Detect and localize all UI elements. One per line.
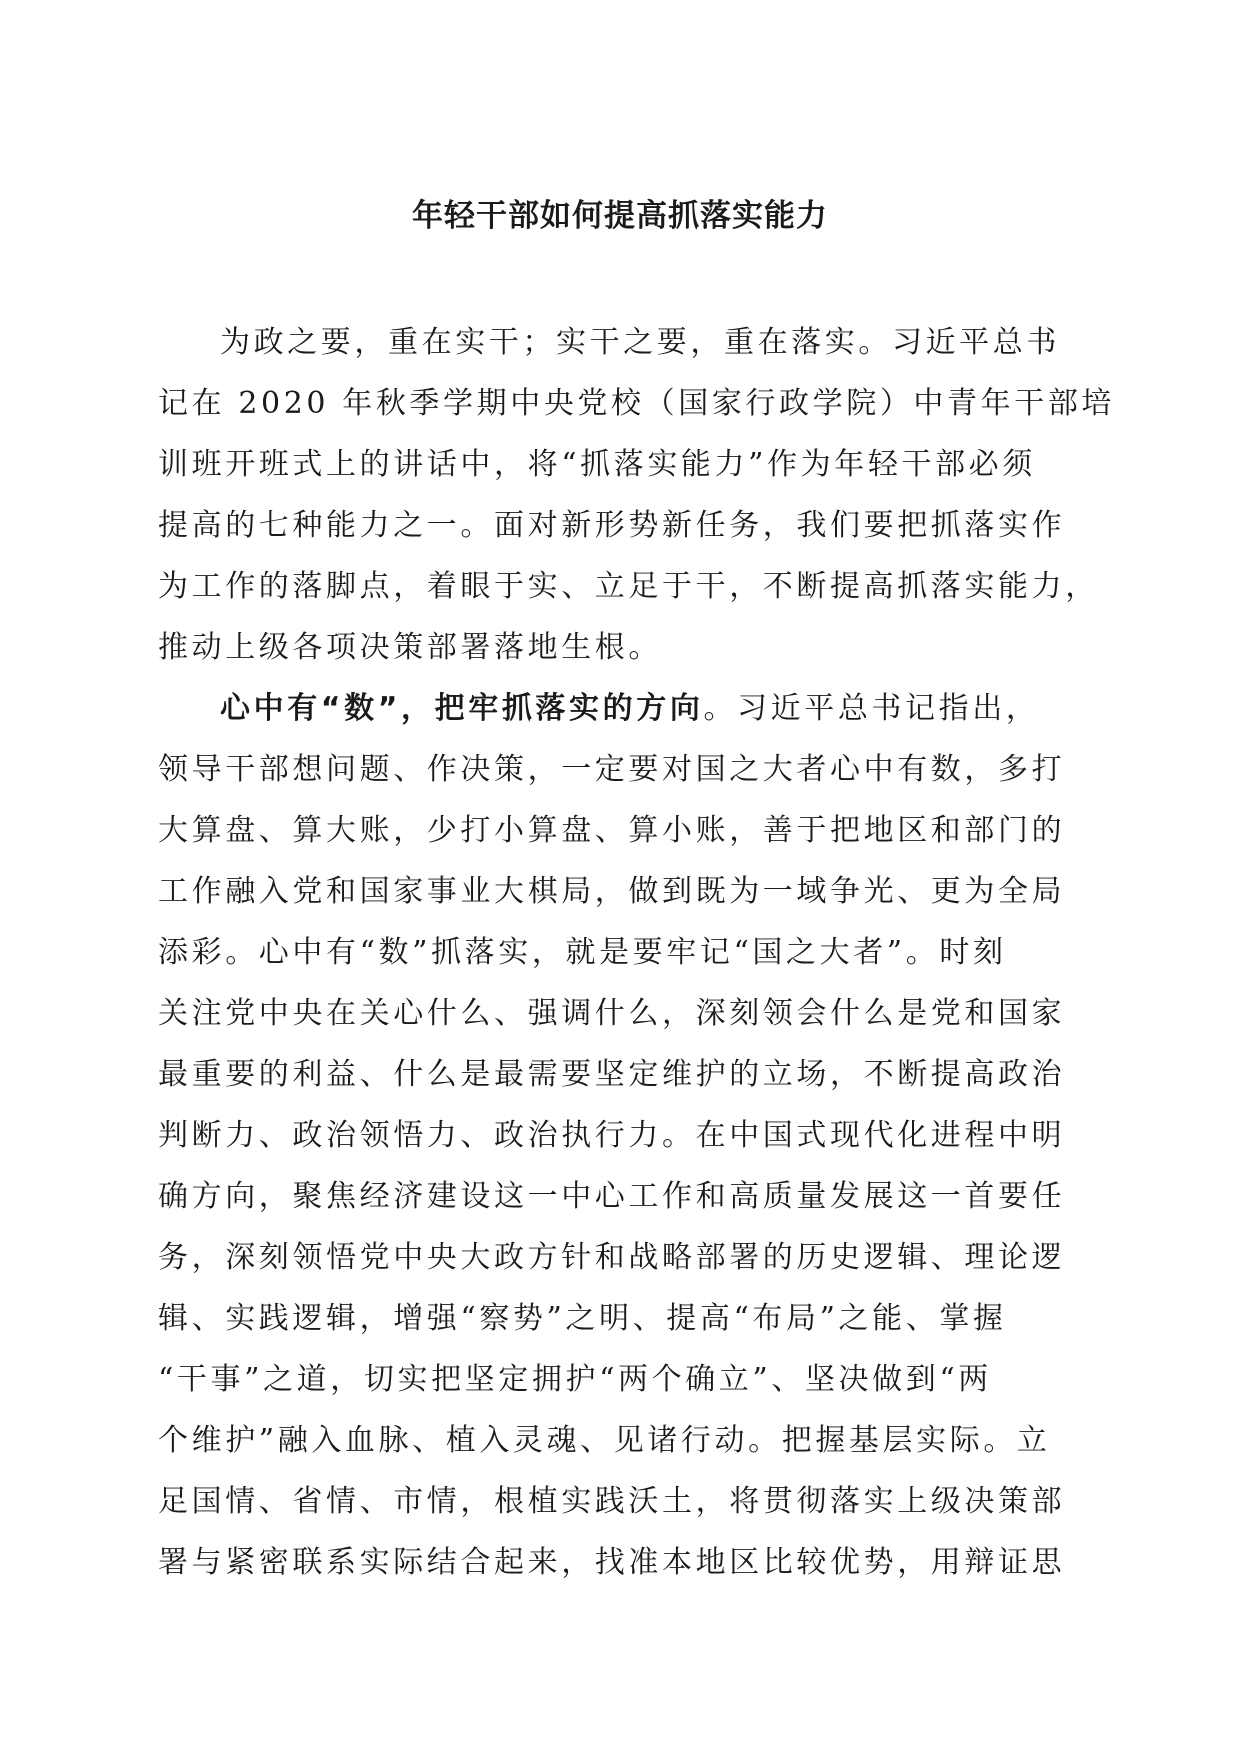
paragraph-1-line: 提高的七种能力之一。面对新形势新任务，我们要把抓落实作	[158, 508, 1066, 543]
paragraph-1-line: 训班开班式上的讲话中，将“抓落实能力”作为年轻干部必须	[158, 447, 1036, 482]
paragraph-2-line: 个维护”融入血脉、植入灵魂、见诸行动。把握基层实际。立	[158, 1423, 1051, 1458]
paragraph-2-line: 工作融入党和国家事业大棋局，做到既为一域争光、更为全局	[158, 874, 1066, 909]
paragraph-1-line: 推动上级各项决策部署落地生根。	[158, 630, 662, 665]
paragraph-1-line: 为政之要，重在实干；实干之要，重在落实。习近平总书	[220, 325, 1060, 360]
section-heading: 心中有“数”，把牢抓落实的方向	[220, 691, 704, 726]
document-body	[158, 318, 1116, 1599]
document-title: 年轻干部如何提高抓落实能力	[412, 198, 828, 234]
paragraph-2-first-line	[158, 684, 1092, 745]
paragraph-1-line: 记在 2020 年秋季学期中央党校（国家行政学院）中青年干部培	[158, 386, 1116, 421]
paragraph-2-line: 关注党中央在关心什么、强调什么，深刻领会什么是党和国家	[158, 996, 1066, 1031]
paragraph-2-first-line-rest: 。习近平总书记指出，	[703, 691, 1040, 726]
paragraph-2-line: 足国情、省情、市情，根植实践沃土，将贯彻落实上级决策部	[158, 1484, 1066, 1519]
paragraph-2-line: 领导干部想问题、作决策，一定要对国之大者心中有数，多打	[158, 752, 1066, 787]
paragraph-1-line: 为工作的落脚点，着眼于实、立足于干，不断提高抓落实能力，	[158, 569, 1099, 604]
paragraph-2-line: 判断力、政治领悟力、政治执行力。在中国式现代化进程中明	[158, 1118, 1066, 1153]
paragraph-2-line: 大算盘、算大账，少打小算盘、算小账，善于把地区和部门的	[158, 813, 1066, 848]
paragraph-2-line: 署与紧密联系实际结合起来，找准本地区比较优势，用辩证思	[158, 1545, 1066, 1580]
paragraph-2-line: 辑、实践逻辑，增强“察势”之明、提高“布局”之能、掌握	[158, 1301, 1007, 1336]
paragraph-2-line: 最重要的利益、什么是最需要坚定维护的立场，不断提高政治	[158, 1057, 1066, 1092]
paragraph-2-line: 务，深刻领悟党中央大政方针和战略部署的历史逻辑、理论逻	[158, 1240, 1066, 1275]
paragraph-2-line: “干事”之道，切实把坚定拥护“两个确立”、坚决做到“两	[158, 1362, 992, 1397]
paragraph-2-line: 添彩。心中有“数”抓落实，就是要牢记“国之大者”。时刻	[158, 935, 1007, 970]
paragraph-2-line: 确方向，聚焦经济建设这一中心工作和高质量发展这一首要任	[158, 1179, 1066, 1214]
